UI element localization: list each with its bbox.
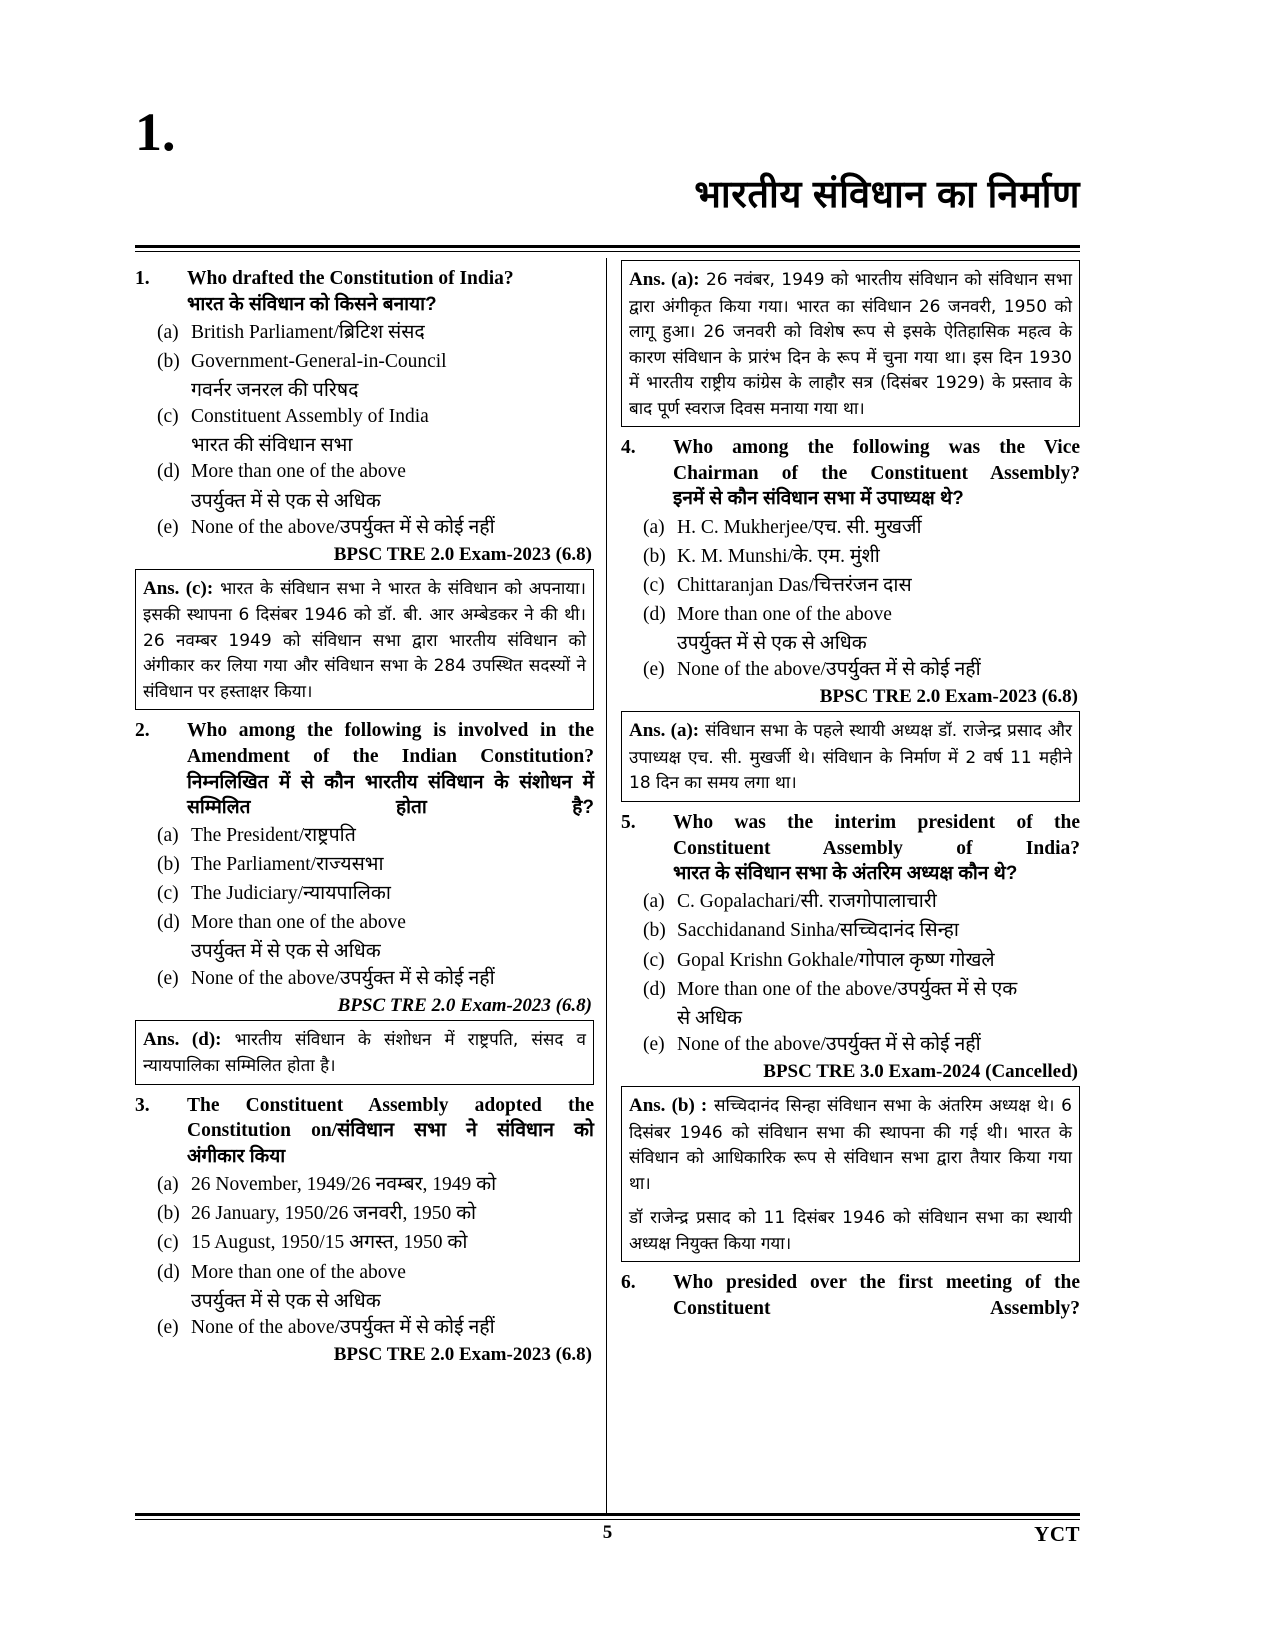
option-key: (d) [643,603,666,625]
option-key: (a) [157,1174,179,1196]
question-1-number: 1. [135,268,150,289]
option-item[interactable] [157,1260,594,1286]
option-text: British Parliament/ब्रिटिश संसद [191,321,425,343]
option-item[interactable] [157,404,594,430]
option-text: More than one of the above [677,603,892,625]
option-text: More than one of the above/उपर्युक्त में से एक [677,978,1018,1000]
option-key: (b) [157,854,180,876]
left-column [135,258,606,1513]
question-4-source: BPSC TRE 2.0 Exam-2023 (6.8) [819,686,1078,708]
option-item[interactable] [157,966,594,992]
option-text: 26 January, 1950/26 जनवरी, 1950 को [191,1203,477,1225]
option-text: None of the above/उपर्युक्त में से कोई नहीं [191,967,495,989]
option-key: (b) [157,350,180,372]
question-4-body [673,435,1080,512]
option-item[interactable] [643,948,1080,974]
question-6 [621,1270,1080,1321]
question-6-number: 6. [621,1272,636,1294]
question-6-text-en: Who presided over the first meeting of the Constituent Assembly? [673,1272,1080,1319]
question-4-options [643,515,1080,684]
header-divider-rule [135,245,1080,252]
option-item[interactable] [157,823,594,849]
question-3-text-en: The Constituent Assembly adopted the Constitution on/संविधान सभा ने संविधान को [187,1094,594,1142]
option-text: H. C. Mukherjee/एच. सी. मुखर्जी [677,516,922,538]
option-item[interactable] [157,320,594,346]
option-key: (a) [643,516,665,538]
question-3 [135,1093,594,1170]
option-item[interactable] [157,881,594,907]
answer-text: भारत के संविधान सभा ने भारत के संविधान को अपनाया। इसकी स्थापना 6 दिसंबर 1946 को डॉ. बी. आर अम्बेडकर ने की थी। 26 नवम्बर 1949 को संविधान सभा द्वारा भारतीय संविधान को अंगीकार कर लिया गया और संविधान सभा के 284 उपस्थित सदस्यों ने संविधान पर हस्ताक्षर किया। [143,578,586,702]
option-item[interactable] [643,1032,1080,1058]
answer-text-secondary: डॉ राजेन्द्र प्रसाद को 11 दिसंबर 1946 को संविधान सभा का स्थायी अध्यक्ष नियुक्त किया गया। [629,1208,1072,1254]
option-subtext: से अधिक [677,1007,742,1029]
option-item[interactable] [157,349,594,375]
option-item[interactable] [157,1201,594,1227]
question-2-body [187,718,594,820]
option-text: Constituent Assembly of India [191,406,429,428]
question-5-body [673,810,1080,887]
option-text: More than one of the above [191,1261,406,1283]
option-key: (a) [157,321,179,343]
option-item[interactable] [157,1315,594,1341]
option-text: None of the above/उपर्युक्त में से कोई नहीं [677,1033,981,1055]
question-5-number: 5. [621,811,636,833]
answer-label: Ans. (a): [629,269,700,290]
question-5 [621,810,1080,887]
option-subtext: भारत की संविधान सभा [191,435,353,457]
option-subtext: गवर्नर जनरल की परिषद [191,380,359,402]
question-4-text-en: Who among the following was the Vice Chairman of the Constituent Assembly? [673,437,1080,484]
question-6-body [673,1270,1080,1321]
question-5-source: BPSC TRE 3.0 Exam-2024 (Cancelled) [763,1061,1078,1083]
option-subtext: उपर्युक्त में से एक से अधिक [191,490,381,512]
question-3-body [187,1093,594,1170]
chapter-number: 1. [135,102,176,162]
question-3-source: BPSC TRE 2.0 Exam-2023 (6.8) [333,1343,592,1365]
question-3-options [157,1172,594,1341]
footer-divider-rule [135,1513,1080,1520]
answer-text: संविधान सभा के पहले स्थायी अध्यक्ष डॉ. राजेन्द्र प्रसाद और उपाध्यक्ष एच. सी. मुखर्जी थे। संविधान के निर्माण में 2 वर्ष 11 महीने 18 दिन का समय लगा था। [629,721,1072,794]
option-item[interactable] [643,657,1080,683]
question-2-text-en: Who among the following is involved in the Amendment of the Indian Constitution? [187,720,594,768]
option-key: (a) [157,824,179,846]
option-key: (e) [157,516,179,538]
option-text: Government-General-in-Council [191,350,447,372]
answer-label: Ans. (a): [629,720,700,742]
option-key: (c) [157,406,179,428]
question-5-answer-box [621,1086,1080,1262]
option-item[interactable] [643,602,1080,628]
answer-text: भारतीय संविधान के संशोधन में राष्ट्रपति, संसद व न्यायपालिका सम्मिलित होता है। [143,1029,586,1077]
option-key: (e) [643,1033,665,1055]
option-key: (d) [157,1261,180,1283]
page-header [135,102,1080,245]
option-key: (d) [157,912,180,934]
page-number: 5 [602,1522,613,1543]
option-subtext: उपर्युक्त में से एक से अधिक [191,941,381,963]
option-text: None of the above/उपर्युक्त में से कोई नहीं [677,659,981,681]
option-item[interactable] [157,1172,594,1198]
option-key: (e) [157,1316,179,1338]
chapter-title: भारतीय संविधान का निर्माण [694,174,1080,216]
option-text: Gopal Krishn Gokhale/गोपाल कृष्ण गोखले [677,949,995,971]
option-text: 15 August, 1950/15 अगस्त, 1950 को [191,1232,468,1254]
option-item[interactable] [643,544,1080,570]
question-1-body [187,266,594,317]
question-2-answer-box [135,1020,594,1085]
page-footer [135,1522,1080,1552]
option-item[interactable] [643,573,1080,599]
option-item[interactable] [643,515,1080,541]
question-1-source: BPSC TRE 2.0 Exam-2023 (6.8) [333,543,592,565]
answer-text: 26 नवंबर, 1949 को भारतीय संविधान को संविधान सभा द्वारा अंगीकृत किया गया। भारत का संविधान 26 जनवरी, 1950 को लागू हुआ। 26 जनवरी को विशेष रूप से इसके ऐतिहासिक महत्व के कारण संविधान के प्रारंभ दिन के रूप में चुना गया था। इस दिन 1930 में भारतीय राष्ट्रीय कांग्रेस के लाहौर सत्र (दिसंबर 1929) के प्रस्ताव के बाद पूर्ण स्वराज दिवस मनाया गया था। [629,270,1072,419]
option-text: None of the above/उपर्युक्त में से कोई नहीं [191,1316,495,1338]
question-2-options [157,823,594,992]
option-text: K. M. Munshi/के. एम. मुंशी [677,545,880,567]
answer-label: Ans. (b) : [629,1095,708,1117]
option-key: (e) [643,659,665,681]
option-key: (c) [643,574,665,596]
option-text: None of the above/उपर्युक्त में से कोई नहीं [191,516,495,538]
option-key: (d) [643,978,666,1000]
option-key: (c) [643,949,665,971]
question-3-text-hi: अंगीकार किया [187,1146,286,1168]
question-1 [135,266,594,317]
option-text: C. Gopalachari/सी. राजगोपालाचारी [677,891,937,913]
option-item[interactable] [157,910,594,936]
option-text: The Judiciary/न्यायपालिका [191,883,391,905]
option-key: (b) [157,1203,180,1225]
question-1-options [157,320,594,541]
question-5-text-en: Who was the interim president of the Constituent Assembly of India? [673,811,1080,859]
option-text: The Parliament/राज्यसभा [191,854,384,876]
question-1-text-en: Who drafted the Constitution of India? [187,268,514,289]
option-text: Chittaranjan Das/चित्तरंजन दास [677,574,912,596]
question-4 [621,435,1080,512]
question-3-number: 3. [135,1094,150,1116]
option-key: (c) [157,883,179,905]
option-item[interactable] [157,1230,594,1256]
option-key: (a) [643,891,665,913]
question-2-number: 2. [135,720,150,742]
question-1-text-hi: भारत के संविधान को किसने बनाया? [187,293,437,315]
content-columns [135,258,1080,1513]
question-5-text-hi: भारत के संविधान सभा के अंतरिम अध्यक्ष कौन थे? [673,863,1018,885]
option-item[interactable] [157,852,594,878]
publisher-brand: YCT [1034,1522,1080,1546]
question-2-text-hi: निम्नलिखित में से कौन भारतीय संविधान के संशोधन में सम्मिलित होता है? [187,771,594,818]
option-item[interactable] [643,918,1080,944]
option-key: (e) [157,967,179,989]
answer-label: Ans. (d): [143,1028,222,1050]
option-key: (b) [643,920,666,942]
question-3-answer-box [621,260,1080,427]
option-key: (d) [157,461,180,483]
option-item[interactable] [157,459,594,485]
answer-text: सच्चिदानंद सिन्हा संविधान सभा के अंतरिम अध्यक्ष थे। 6 दिसंबर 1946 को संविधान सभा की स्थापना की गई थी। भारत के संविधान को आधिकारिक रूप से संविधान सभा द्वारा तैयार किया गया था। [629,1096,1073,1194]
option-item[interactable] [643,977,1080,1003]
option-text: More than one of the above [191,912,406,934]
option-subtext: उपर्युक्त में से एक से अधिक [677,633,867,655]
right-column [606,258,1080,1513]
question-5-options [643,889,1080,1058]
option-key: (b) [643,545,666,567]
option-text: Sacchidanand Sinha/सच्चिदानंद सिन्हा [677,920,959,942]
question-2 [135,718,594,820]
question-4-number: 4. [621,437,636,458]
option-text: The President/राष्ट्रपति [191,824,356,846]
answer-label: Ans. (c): [143,577,214,599]
option-item[interactable] [643,889,1080,915]
option-key: (c) [157,1232,179,1254]
option-text: 26 November, 1949/26 नवम्बर, 1949 को [191,1174,497,1196]
question-4-text-hi: इनमें से कौन संविधान सभा में उपाध्यक्ष थे? [673,488,964,510]
question-1-answer-box [135,569,594,711]
option-item[interactable] [157,515,594,541]
question-4-answer-box [621,711,1080,802]
option-text: More than one of the above [191,461,406,483]
option-subtext: उपर्युक्त में से एक से अधिक [191,1290,381,1312]
question-2-source: BPSC TRE 2.0 Exam-2023 (6.8) [337,994,592,1016]
